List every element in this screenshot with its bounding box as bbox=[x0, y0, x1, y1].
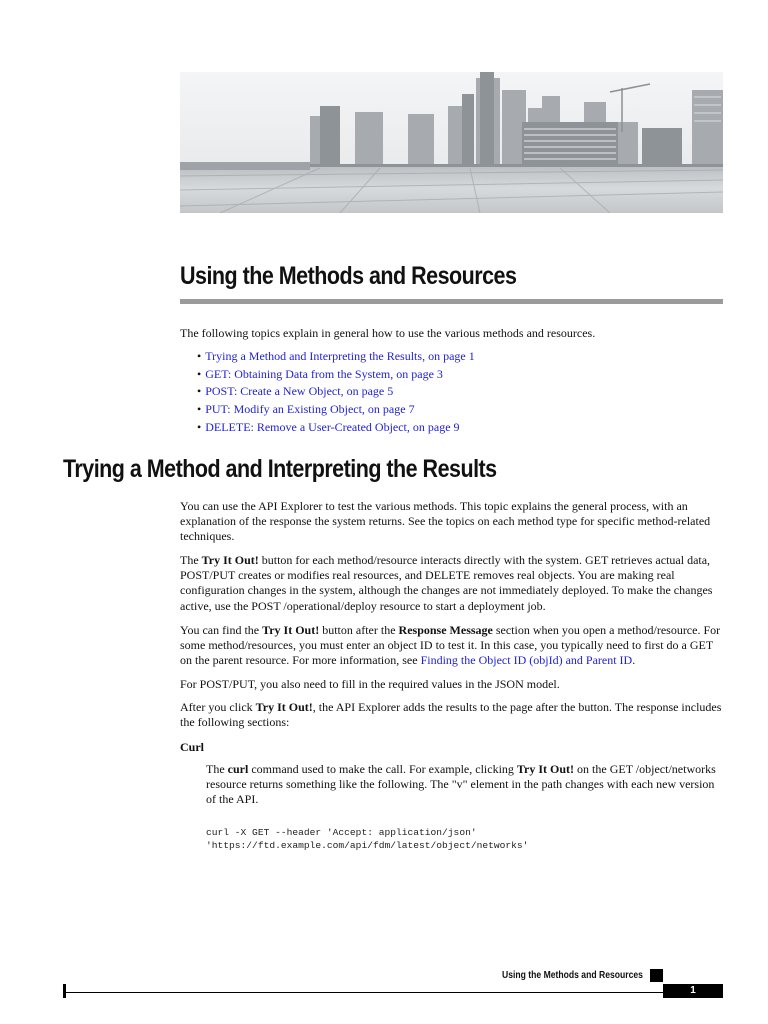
bullet-icon: • bbox=[197, 366, 202, 381]
section-paragraph-3 bbox=[180, 623, 725, 669]
section-paragraph-5 bbox=[180, 700, 725, 730]
chapter-intro: The following topics explain in general how to use the various methods and resources. bbox=[180, 326, 596, 340]
toc-item bbox=[197, 383, 475, 401]
paragraph-text: command used to make the call. For example, clicking bbox=[248, 762, 517, 776]
code-line: curl -X GET --header 'Accept: application/json' bbox=[206, 827, 477, 838]
toc-item bbox=[197, 366, 475, 384]
paragraph-text: The bbox=[180, 553, 202, 567]
section-title: Trying a Method and Interpreting the Results bbox=[63, 455, 497, 483]
footer-chapter-title: Using the Methods and Resources bbox=[502, 970, 643, 981]
chapter-banner-image bbox=[180, 72, 723, 213]
code-line: 'https://ftd.example.com/api/fdm/latest/object/networks' bbox=[206, 839, 529, 851]
try-it-out-term: Try It Out! bbox=[201, 553, 259, 567]
section-paragraph-1: You can use the API Explorer to test the various methods. This topic explains the general process, with an explanation of the response the system returns. See the topics on each method type for specific method-related techniques. bbox=[180, 499, 711, 544]
paragraph-text: The bbox=[206, 762, 228, 776]
toc-item bbox=[197, 348, 475, 366]
bullet-icon: • bbox=[197, 349, 202, 363]
paragraph-text: . bbox=[632, 653, 636, 668]
section-paragraph-2 bbox=[180, 553, 725, 614]
paragraph-text: on the GET /object/networks resource returns something like the following. The "v" element in the path changes with each new version of the API. bbox=[206, 762, 716, 807]
bullet-icon: • bbox=[197, 384, 202, 399]
paragraph-text: section when you open a method/resource. For some method/resources, you must enter an object ID to test it. In this case, you typically need to first do a GET on the parent resource. For more information, see bbox=[180, 623, 721, 668]
toc-link-post[interactable]: POST: Create a New Object, on page 5 bbox=[205, 384, 394, 399]
try-it-out-term: Try It Out! bbox=[255, 700, 313, 714]
toc-link-get[interactable]: GET: Obtaining Data from the System, on page 3 bbox=[205, 366, 443, 381]
paragraph-text: You can find the bbox=[180, 623, 263, 637]
footer-marker bbox=[650, 969, 663, 982]
curl-code-block bbox=[206, 827, 528, 852]
page-number: 1 bbox=[663, 984, 723, 998]
chapter-title-rule bbox=[180, 299, 723, 304]
toc-item bbox=[197, 419, 475, 437]
chapter-toc bbox=[197, 348, 475, 436]
section-paragraph-4: For POST/PUT, you also need to fill in the required values in the JSON model. bbox=[180, 677, 560, 691]
toc-item bbox=[197, 401, 475, 419]
paragraph-text: , the API Explorer adds the results to the page after the button. The response includes the following sections: bbox=[180, 700, 722, 730]
response-message-term: Response Message bbox=[398, 623, 493, 637]
paragraph-text: After you click bbox=[180, 700, 256, 714]
toc-link-delete[interactable]: DELETE: Remove a User-Created Object, on page 9 bbox=[205, 419, 460, 434]
footer-left-bar bbox=[63, 984, 66, 998]
toc-link-trying-method[interactable]: Trying a Method and Interpreting the Results, on page 1 bbox=[205, 349, 475, 363]
curl-term: curl bbox=[227, 762, 249, 776]
toc-link-put[interactable]: PUT: Modify an Existing Object, on page 7 bbox=[205, 402, 415, 417]
try-it-out-term: Try It Out! bbox=[262, 623, 320, 637]
finding-object-id-link[interactable]: Finding the Object ID (objId) and Parent ID bbox=[420, 653, 633, 668]
bullet-icon: • bbox=[197, 419, 202, 434]
curl-heading: Curl bbox=[180, 740, 204, 754]
paragraph-text: button after the bbox=[319, 623, 399, 637]
bullet-icon: • bbox=[197, 402, 202, 417]
chapter-title: Using the Methods and Resources bbox=[180, 262, 517, 290]
curl-description bbox=[206, 762, 726, 808]
footer-rule bbox=[66, 992, 663, 993]
try-it-out-term: Try It Out! bbox=[516, 762, 575, 776]
paragraph-text: button for each method/resource interacts directly with the system. GET retrieves actual data, POST/PUT creates or modifies real resources, and DELETE removes real objects. You are making real configuration changes in the system, although the changes are not immediately deployed. To make the changes active, use the POST /operational/deploy resource to start a deployment job. bbox=[180, 553, 713, 613]
